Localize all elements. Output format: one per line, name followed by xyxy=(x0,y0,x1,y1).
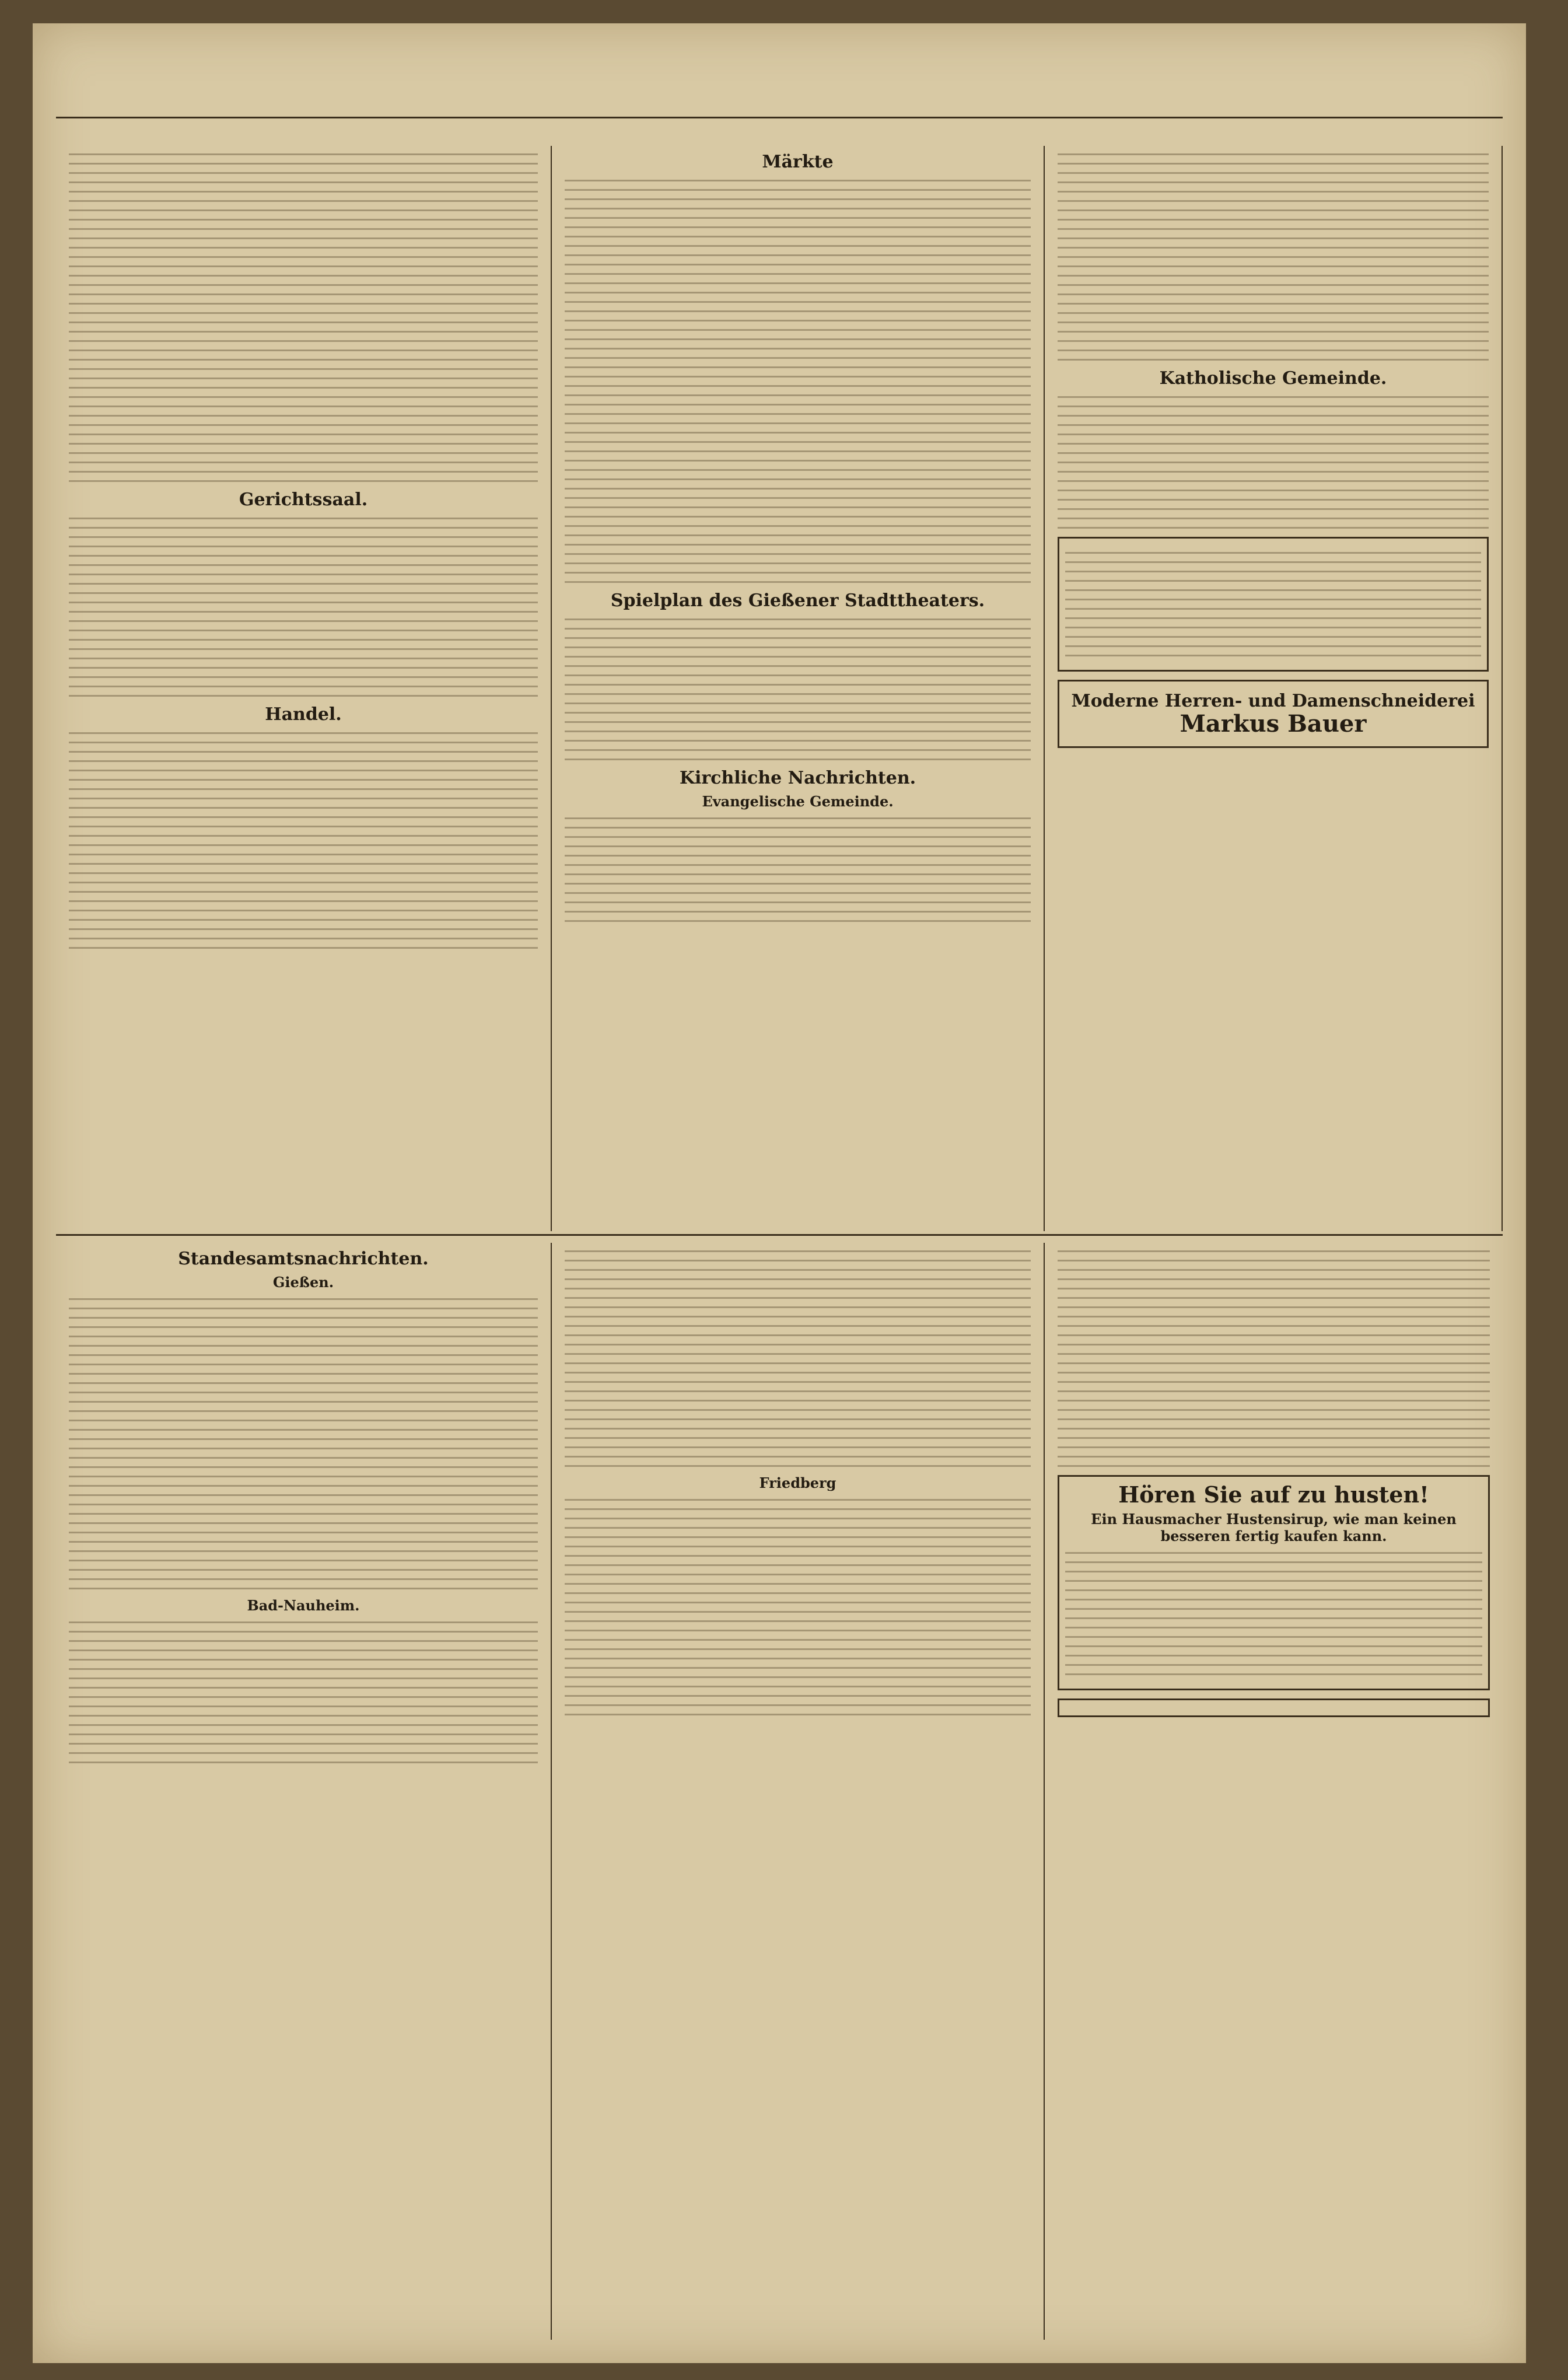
bottom-column-3 xyxy=(1045,1243,1503,2340)
bauer-ad-name: Markus Bauer xyxy=(1180,710,1367,738)
husten-advertisement xyxy=(1058,1475,1490,1690)
bauer-ad-title: Moderne Herren- und Damenschneiderei xyxy=(1071,691,1475,711)
section-heading-giessen: Gießen. xyxy=(272,1274,334,1291)
bottom-column-1 xyxy=(56,1243,552,2340)
column-middle xyxy=(552,146,1045,1231)
bottom-column-2 xyxy=(552,1243,1045,2340)
section-heading-handel: Handel. xyxy=(265,704,342,725)
column-left xyxy=(56,146,552,1231)
newspaper-page xyxy=(33,23,1526,2363)
section-subheading-evangelisch: Evangelische Gemeinde. xyxy=(702,793,894,810)
husten-ad-title: Hören Sie auf zu husten! xyxy=(1118,1481,1429,1508)
section-heading-katholisch: Katholische Gemeinde. xyxy=(1159,368,1387,389)
section-heading-standesamt: Standesamtsnachrichten. xyxy=(178,1249,429,1269)
top-rule xyxy=(56,117,1503,118)
section-heading-kirchliche: Kirchliche Nachrichten. xyxy=(679,768,916,788)
salomon-advertisement xyxy=(1058,1698,1490,1717)
husten-ad-subtitle: Ein Hausmacher Hustensirup, wie man keinen besseren fertig kaufen kann. xyxy=(1091,1510,1457,1544)
section-heading-friedberg: Friedberg xyxy=(759,1474,836,1491)
ozon-advertisement xyxy=(1058,537,1489,672)
section-heading-gerichtssaal: Gerichtssaal. xyxy=(239,490,368,510)
section-divider xyxy=(56,1234,1503,1236)
section-heading-maerkte: Märkte xyxy=(762,152,834,172)
bauer-advertisement xyxy=(1058,680,1489,748)
section-heading-theater: Spielplan des Gießener Stadttheaters. xyxy=(610,590,985,611)
column-right xyxy=(1045,146,1503,1231)
section-heading-badnauheim: Bad-Nauheim. xyxy=(247,1597,360,1614)
